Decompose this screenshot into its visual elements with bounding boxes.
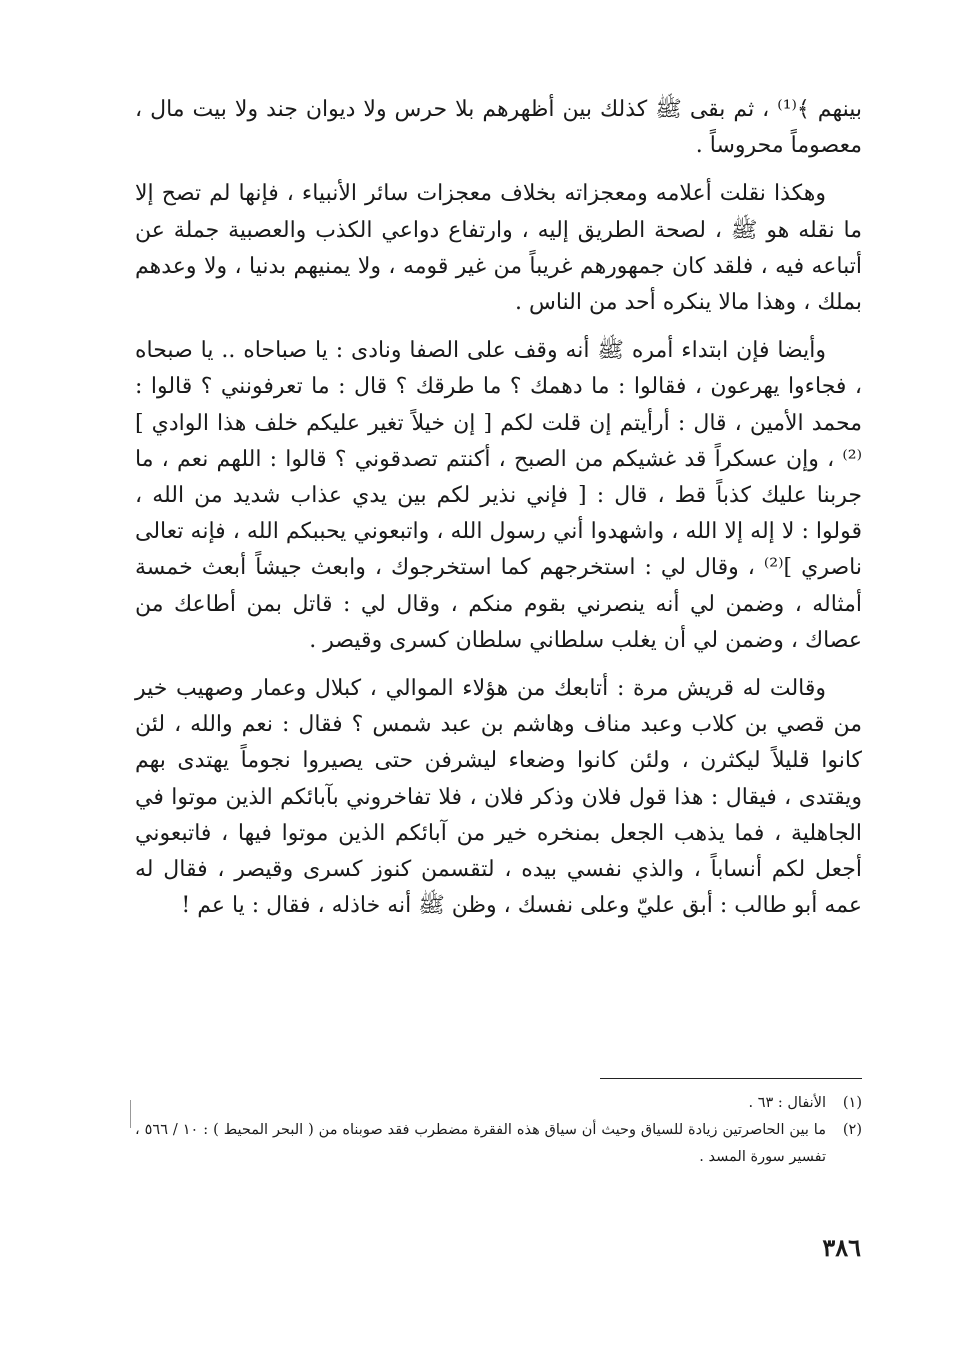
- footnote-number: (١): [842, 1095, 862, 1111]
- page-number: ٣٨٦: [822, 1233, 861, 1262]
- paragraph-1: بينهم ﴾⁽¹⁾ ، ثم بقى ﷺ كذلك بين أظهرهم بلا حرس ولا ديوان جند ولا بيت مال ، معصوماً محروساً .: [135, 97, 862, 159]
- paragraph-3: وأيضا فإن ابتداء أمره ﷺ أنه وقف على الصفا ونادى : يا صباحاه .. يا صبحاه ، فجاءوا يهرعون ، فقالوا : ما دهمك ؟ ما طرقك ؟ قال : ما تعرفونني ؟ قالوا : محمد الأمين ، قال : أرأيتم إن قلت لكم [ إن خيلاً تغير عليكم خلف هذا الوادي ]⁽²⁾ ، وإن عسكراً قد غشيكم من الصبح ، أكنتم تصدقوني ؟ قالوا : اللهم نعم ، ما جربنا عليك كذباً قط ، قال : [ فإني نذير لكم بين يدي عذاب شديد من الله ، قولوا : لا إله إلا الله ، واشهدوا أني رسول الله ، واتبعوني يحببكم الله ، فإنه تعالى ناصري ]⁽²⁾ ، وقال لي : استخرجهم كما استخرجوك ، وابعث جيشاً أبعث خمسة أمثاله ، وضمن لي أنه ينصرني بقوم منكم ، وقال لي : قاتل بمن أطاعك من عصاك ، وضمن لي أن يغلب سلطاني سلطان كسرى وقيصر .: [135, 338, 862, 653]
- main-text: [135, 92, 862, 936]
- footnote-number: (٢): [842, 1122, 862, 1138]
- footnote-separator: [600, 1078, 862, 1079]
- paragraph-4: وقالت له قريش مرة : أتابعك من هؤلاء الموالي ، كبلال وعمار وصهيب خير من قصي بن كلاب وعبد مناف وهاشم بن عبد شمس ؟ فقال : نعم والله ، لئن كانوا قليلاً ليكثرن ، ولئن كانوا وضعاء ليشرفن حتى يصيروا نجوماً يهتدى بهم ويقتدى ، فيقال : هذا قول فلان وذكر فلان ، فلا تفاخروني بآبائكم الذين موتوا في الجاهلية ، فما يذهب الجعل بمنخره خير من آبائكم الذين موتوا فيها ، فاتبعوني أجعل لكم أنساباً ، والذي نفسي بيده ، لتقسمن كنوز كسرى وقيصر ، فقال له عمه أبو طالب : أبق عليّ وعلى نفسك ، وظن ﷺ أنه خاذله ، فقال : يا عم !: [135, 676, 862, 919]
- footnote-2: [135, 1117, 862, 1171]
- paragraph-2: وهكذا نقلت أعلامه ومعجزاته بخلاف معجزات سائر الأنبياء ، فإنها لم تصح إلا ما نقله هو ﷺ ، لصحة الطريق إليه ، وارتفاع دواعي الكذب والعصبية جملة عن أتباعه فيه ، فلقد كان جمهورهم غريباً من غير قومه ، ولا يمنيهم بدنيا ، ولا وعدهم بملك ، وهذا مالا ينكره أحد من الناس .: [135, 181, 862, 316]
- footnote-text: ما بين الحاصرتين زيادة للسياق وحيث أن سياق هذه الفقرة مضطرب فقد صوبناه من ( البحر المحيط ) : ١٠ / ٥٦٦ ، تفسير سورة المسد .: [135, 1122, 826, 1165]
- footnote-text: الأنفال : ٦٣ .: [748, 1095, 826, 1111]
- footnotes: [135, 1090, 862, 1171]
- footnote-1: [135, 1090, 862, 1117]
- margin-mark: [130, 1100, 131, 1128]
